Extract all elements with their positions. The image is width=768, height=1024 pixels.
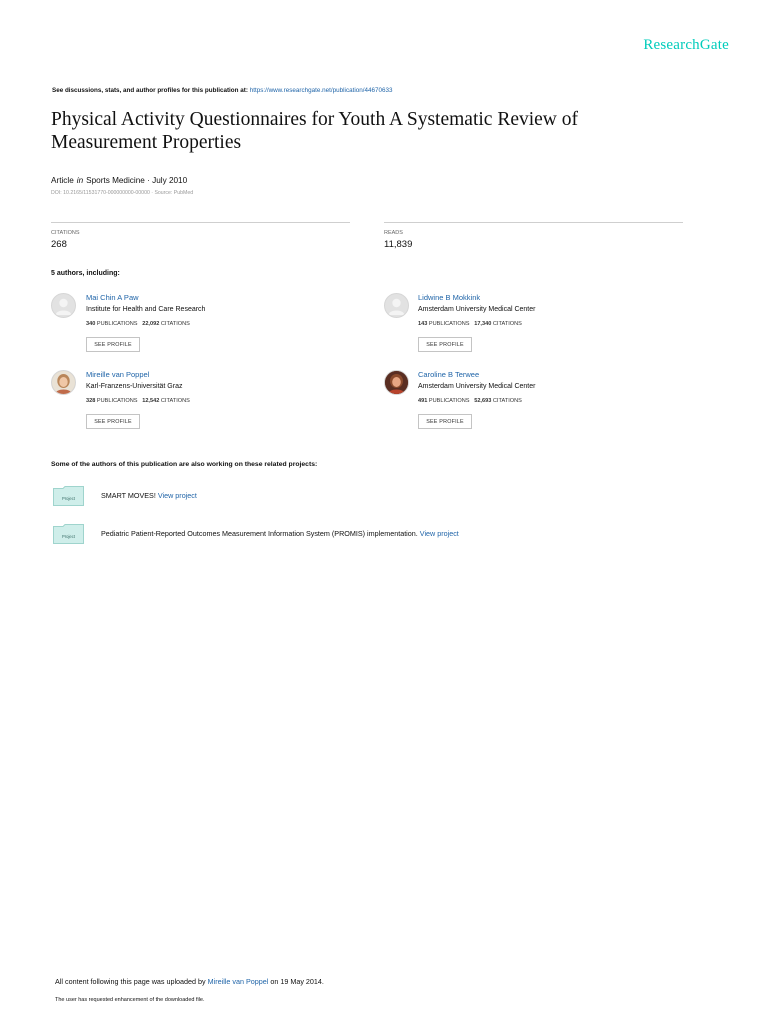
view-project-link[interactable]: View project — [157, 491, 197, 500]
author-name-link[interactable]: Mai Chin A Paw — [86, 293, 139, 302]
avatar-placeholder[interactable] — [384, 293, 409, 318]
related-projects-heading: Some of the authors of this publication are also working on these related projects: — [51, 461, 318, 468]
citations-count: 12,542 — [142, 398, 160, 404]
authors-heading: 5 authors, including: — [51, 270, 120, 277]
author-name-link[interactable]: Mireille van Poppel — [86, 370, 150, 379]
journal-name: Sports Medicine · July 2010 — [86, 176, 188, 185]
article-type: Article — [51, 176, 74, 185]
uploader-link[interactable]: Mireille van Poppel — [207, 977, 269, 986]
author-photo[interactable] — [51, 370, 76, 395]
citations-label: CITATIONS — [492, 398, 522, 404]
author-institution: Karl-Franzens-Universität Graz — [86, 383, 183, 390]
reads-label: READS — [384, 230, 403, 236]
divider — [384, 222, 683, 223]
user-silhouette-icon — [385, 294, 408, 317]
author-portrait-icon — [52, 371, 75, 394]
discussion-label: See discussions, stats, and author profiles for this publication at: — [52, 87, 248, 94]
project-title: SMART MOVES! — [101, 491, 156, 500]
divider — [51, 222, 350, 223]
avatar-placeholder[interactable] — [51, 293, 76, 318]
reads-count: 11,839 — [384, 239, 413, 250]
project-entry — [101, 491, 197, 500]
author-name-link[interactable]: Caroline B Terwee — [418, 370, 480, 379]
publications-label: PUBLICATIONS — [96, 321, 138, 327]
project-icon-label: Project — [61, 534, 76, 539]
author-name-link[interactable]: Lidwine B Mokkink — [418, 293, 481, 302]
author-institution: Amsterdam University Medical Center — [418, 383, 536, 390]
upload-notice — [55, 977, 324, 986]
publication-url-link[interactable]: https://www.researchgate.net/publication/44670633 — [249, 87, 393, 94]
user-silhouette-icon — [52, 294, 75, 317]
article-in: in — [76, 176, 84, 185]
author-stats — [418, 321, 522, 327]
enhancement-note: The user has requested enhancement of the downloaded file. — [55, 997, 205, 1003]
discussion-line — [52, 87, 393, 94]
project-folder-icon[interactable] — [53, 486, 84, 506]
researchgate-logo[interactable]: ResearchGate — [643, 37, 729, 53]
publications-count: 340 — [86, 321, 96, 327]
author-institution: Amsterdam University Medical Center — [418, 306, 536, 313]
publications-label: PUBLICATIONS — [96, 398, 138, 404]
author-photo[interactable] — [384, 370, 409, 395]
project-entry — [101, 529, 459, 538]
citations-label: CITATIONS — [51, 230, 80, 236]
author-stats — [86, 398, 190, 404]
doi-line: DOI: 10.2165/11531770-000000000-00000 · Source: PubMed — [51, 190, 194, 196]
upload-prefix: All content following this page was uploaded by — [55, 977, 206, 986]
publications-label: PUBLICATIONS — [428, 321, 470, 327]
author-stats — [86, 321, 190, 327]
article-title: Physical Activity Questionnaires for Youth A Systematic Review of Measurement Properties — [51, 109, 579, 153]
author-stats — [418, 398, 522, 404]
see-profile-button[interactable]: SEE PROFILE — [86, 337, 140, 352]
see-profile-button[interactable]: SEE PROFILE — [86, 414, 140, 429]
citations-count: 268 — [51, 239, 67, 250]
citations-label: CITATIONS — [492, 321, 522, 327]
citations-count: 22,092 — [142, 321, 160, 327]
project-icon-label: Project — [61, 496, 76, 501]
citations-count: 17,340 — [474, 321, 492, 327]
publications-count: 143 — [418, 321, 428, 327]
project-folder-icon[interactable] — [53, 524, 84, 544]
project-title: Pediatric Patient-Reported Outcomes Measurement Information System (PROMIS) implementation. — [101, 529, 418, 538]
publications-count: 491 — [418, 398, 428, 404]
author-institution: Institute for Health and Care Research — [86, 306, 206, 313]
citations-label: CITATIONS — [160, 321, 190, 327]
article-meta — [51, 176, 187, 185]
publications-label: PUBLICATIONS — [428, 398, 470, 404]
citations-label: CITATIONS — [160, 398, 190, 404]
upload-suffix: on 19 May 2014. — [270, 977, 324, 986]
author-portrait-icon — [385, 371, 408, 394]
publications-count: 328 — [86, 398, 96, 404]
see-profile-button[interactable]: SEE PROFILE — [418, 414, 472, 429]
view-project-link[interactable]: View project — [419, 529, 459, 538]
citations-count: 52,693 — [474, 398, 492, 404]
see-profile-button[interactable]: SEE PROFILE — [418, 337, 472, 352]
